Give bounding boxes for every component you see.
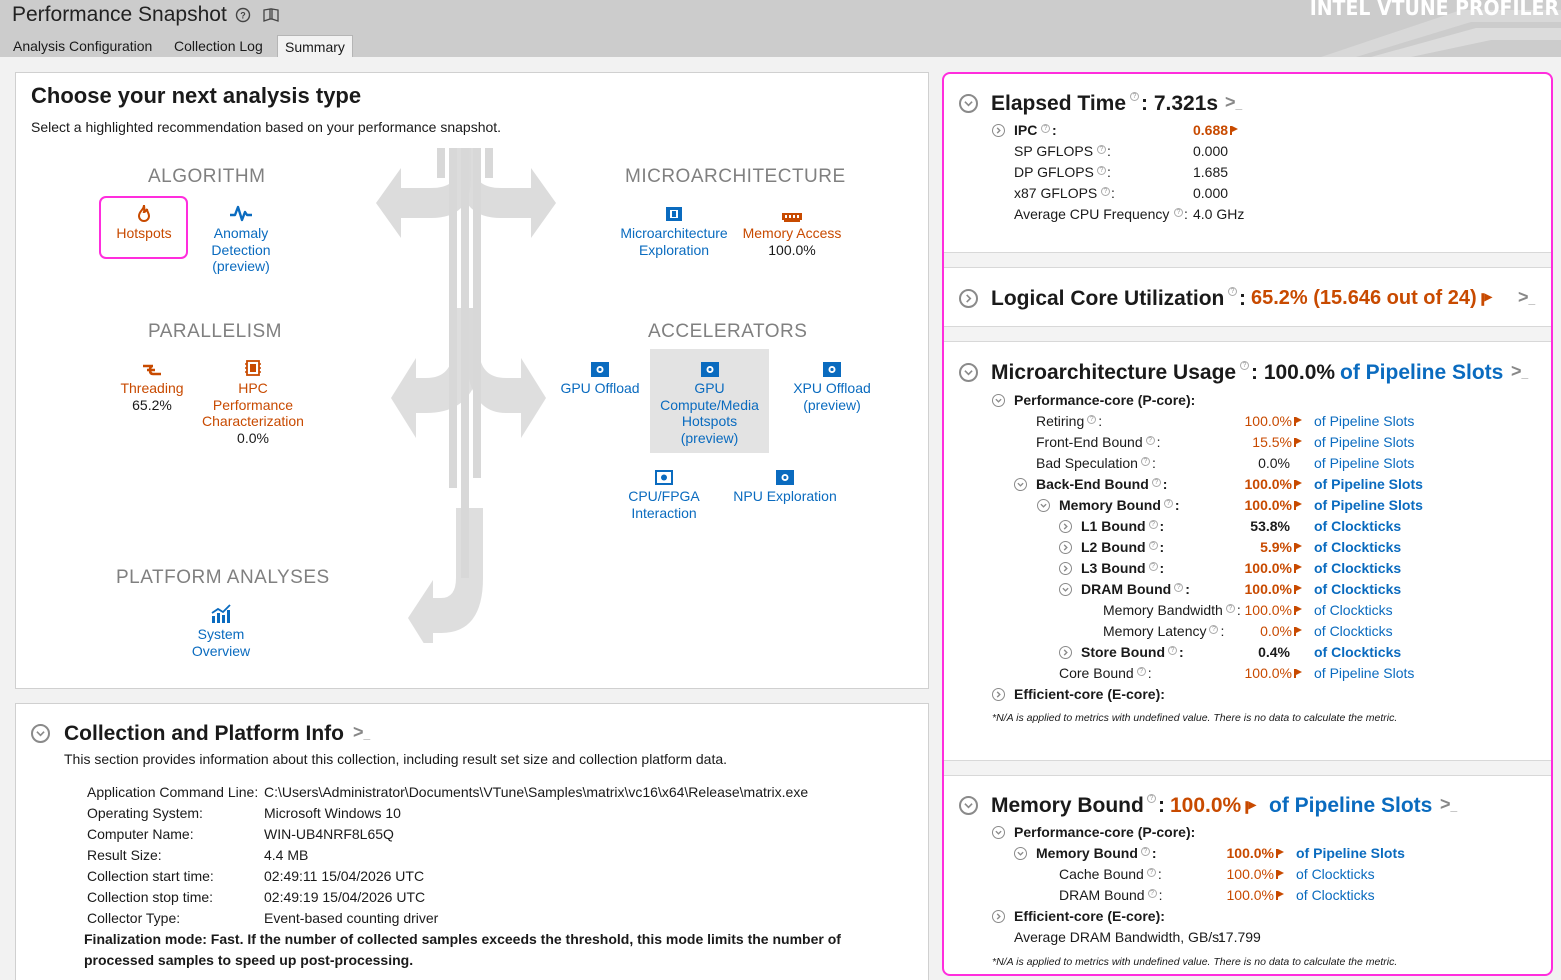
colon-separator: :: [1185, 581, 1190, 597]
finalization-note-line-1: Finalization mode: Fast. If the number of collected samples exceeds the threshold, this mode limits the number of: [84, 931, 841, 947]
gpu-offload-label: GPU Offload: [560, 380, 640, 396]
page-title: Performance Snapshot: [12, 3, 227, 26]
memory-access-label: Memory Access: [742, 225, 842, 241]
colon-separator: :: [1159, 560, 1165, 576]
metric-value: [1260, 539, 1302, 555]
cpu-fpga-label-1: CPU/FPGA: [628, 488, 700, 504]
metric-unit-link[interactable]: of Pipeline Slots: [1296, 845, 1405, 861]
anomaly-detection-card[interactable]: [196, 201, 286, 275]
xpu-offload-label-1: XPU Offload: [793, 380, 871, 396]
gpu-card-icon: [590, 361, 610, 378]
analysis-panel-title: Choose your next analysis type: [31, 83, 362, 108]
help-icon[interactable]: ?: [1226, 604, 1235, 613]
metric-value-text: 100.0%: [1244, 602, 1292, 618]
flag-icon: [1294, 627, 1302, 636]
algorithm-heading: ALGORITHM: [148, 166, 266, 187]
collection-info-value: C:\Users\Administrator\Documents\VTune\Samples\matrix\vc16\x64\Release\matrix.exe: [264, 784, 809, 800]
hpc-label-3: Characterization: [202, 413, 304, 429]
flag-icon: [1481, 293, 1492, 306]
flag-icon: [1276, 891, 1284, 900]
collapse-toggle-icon[interactable]: [992, 826, 1005, 839]
colon-separator: :: [1178, 644, 1184, 660]
metric-value: [1245, 413, 1302, 429]
metric-unit-link[interactable]: of Clockticks: [1314, 644, 1402, 660]
x87-gflops-label: x87 GFLOPS: [1014, 185, 1098, 201]
flag-icon: [1276, 870, 1284, 879]
xpu-offload-card[interactable]: [784, 356, 880, 413]
flag-icon: [1246, 801, 1257, 814]
threading-value: 65.2%: [132, 396, 172, 413]
flag-icon: [1294, 417, 1302, 426]
svg-text:?: ?: [240, 10, 246, 21]
help-icon[interactable]: ?: [1152, 478, 1161, 487]
tab-collection-log[interactable]: Collection Log: [174, 38, 263, 54]
metric-label: DRAM Bound: [1081, 581, 1172, 597]
flag-icon: [1230, 126, 1238, 135]
ipc-label: IPC: [1014, 122, 1038, 138]
gpu-compute-media-card[interactable]: [650, 356, 769, 446]
expand-toggle-icon[interactable]: [992, 124, 1005, 137]
collapse-toggle-icon[interactable]: [1014, 478, 1027, 491]
collection-info-value: 02:49:19 15/04/2026 UTC: [264, 889, 426, 905]
section-gap: [944, 253, 1553, 267]
gpu-compute-label-3: Hotspots: [681, 413, 738, 429]
sp-gflops-value: 0.000: [1193, 143, 1229, 159]
terminal-icon[interactable]: >_: [1518, 287, 1536, 307]
metric-value-text: 0.0%: [1260, 623, 1292, 639]
help-icon[interactable]: ?: [1209, 625, 1218, 634]
chip-icon: [665, 205, 683, 223]
collection-info-label: Collector Type:: [87, 910, 181, 926]
metric-label: L3 Bound: [1081, 560, 1146, 576]
help-icon[interactable]: ?: [1174, 583, 1183, 592]
hpc-label-1: HPC: [238, 380, 268, 396]
metric-unit-link[interactable]: of Pipeline Slots: [1314, 497, 1423, 513]
help-icon[interactable]: ?: [1147, 794, 1156, 803]
memory-access-value: 100.0%: [768, 241, 816, 258]
collection-info-subtitle: This section provides information about this collection, including result set size and collection platform data.: [64, 751, 728, 767]
flow-arrows-graphic: [371, 148, 561, 643]
metric-label: Core Bound: [1059, 665, 1134, 681]
colon-separator: :: [1147, 665, 1152, 681]
metric-label: Back-End Bound: [1036, 476, 1149, 492]
metric-label: DRAM Bound: [1059, 887, 1145, 903]
help-icon[interactable]: ?: [1149, 520, 1158, 529]
flag-icon: [1294, 438, 1302, 447]
metric-label: Memory Latency: [1103, 623, 1207, 639]
threading-label: Threading: [120, 380, 184, 396]
flag-icon: [1294, 564, 1302, 573]
metric-value: [1227, 887, 1284, 903]
terminal-icon[interactable]: >_: [1225, 92, 1243, 112]
hpc-chip-icon: [244, 358, 262, 378]
metric-value: [1227, 866, 1284, 882]
system-overview-card[interactable]: [176, 602, 266, 659]
parallelism-heading: PARALLELISM: [148, 321, 282, 342]
metric-unit-link[interactable]: of Pipeline Slots: [1314, 665, 1415, 681]
dram-bandwidth-label: Average DRAM Bandwidth, GB/s:: [1014, 929, 1224, 945]
expand-toggle-icon[interactable]: [1059, 520, 1072, 533]
metric-value: [1245, 665, 1302, 681]
help-icon[interactable]: ?: [1149, 541, 1158, 550]
system-overview-label-1: System: [197, 626, 245, 642]
memory-bound-unit[interactable]: of Pipeline Slots: [1269, 794, 1433, 817]
collection-info-label: Collection stop time:: [87, 889, 214, 905]
anomaly-label-1: Anomaly: [213, 225, 269, 241]
npu-card-icon: [775, 469, 795, 486]
pulse-icon: [229, 203, 253, 223]
metric-value: [1260, 623, 1302, 639]
colon-separator: :: [1236, 602, 1241, 618]
header-bar: [0, 0, 1561, 57]
metric-value-text: 100.0%: [1226, 887, 1274, 903]
collection-info-panel: [15, 703, 929, 980]
metric-label: Bad Speculation: [1036, 455, 1138, 471]
memory-module-icon: [781, 211, 803, 223]
collection-info-title: Collection and Platform Info: [64, 722, 345, 745]
npu-exploration-card[interactable]: [725, 464, 845, 505]
bar-chart-icon: [210, 604, 232, 624]
xpu-offload-label-2: (preview): [803, 396, 861, 413]
metric-unit-link[interactable]: of Clockticks: [1314, 581, 1402, 597]
metric-value-text: 100.0%: [1244, 665, 1292, 681]
expand-toggle-icon[interactable]: [1059, 562, 1072, 575]
memory-access-card[interactable]: [736, 201, 848, 258]
terminal-icon[interactable]: >_: [353, 722, 371, 742]
metric-unit-link[interactable]: of Pipeline Slots: [1314, 476, 1423, 492]
flag-icon: [1294, 606, 1302, 615]
help-icon[interactable]: ?: [1101, 187, 1110, 196]
collapse-toggle-icon[interactable]: [959, 796, 978, 815]
colon-separator: :: [1159, 518, 1165, 534]
metric-value: [1258, 455, 1290, 471]
flag-icon: [1294, 501, 1302, 510]
flame-icon: [136, 204, 152, 223]
help-icon[interactable]: ?: [1240, 361, 1249, 370]
gpu-offload-card[interactable]: [556, 356, 644, 397]
membound-pcore-label: Performance-core (P-core):: [1014, 824, 1196, 840]
help-icon[interactable]: ?: [1141, 457, 1150, 466]
metric-unit-link[interactable]: of Clockticks: [1314, 539, 1402, 555]
memory-bound-title: Memory Bound: [991, 794, 1144, 817]
colon-separator: :: [1220, 623, 1225, 639]
metric-value-text: 5.9%: [1260, 539, 1292, 555]
analysis-type-panel: [15, 72, 929, 689]
uarch-exploration-label-2: Exploration: [638, 241, 710, 258]
dp-gflops-label: DP GFLOPS: [1014, 164, 1094, 180]
colon-separator: :: [1159, 539, 1165, 555]
colon-separator: :: [1151, 845, 1157, 861]
accelerators-heading: ACCELERATORS: [648, 321, 808, 342]
logical-core-title: Logical Core Utilization: [991, 287, 1225, 310]
book-icon[interactable]: [262, 7, 280, 26]
help-icon[interactable]: ?: [1228, 287, 1237, 296]
cpu-fpga-label-2: Interaction: [631, 504, 697, 521]
gpu-compute-label-4: (preview): [680, 429, 739, 446]
colon-separator: :: [1162, 476, 1168, 492]
expand-toggle-icon[interactable]: [1059, 646, 1072, 659]
section-gap: [944, 327, 1553, 341]
hpc-label-2: Performance: [212, 396, 294, 413]
uarch-na-note: *N/A is applied to metrics with undefined value. There is no data to calculate the metric.: [992, 712, 1398, 724]
flag-icon: [1294, 585, 1302, 594]
ipc-value: 0.688: [1193, 122, 1238, 138]
metric-unit-link[interactable]: of Pipeline Slots: [1314, 413, 1415, 429]
help-icon[interactable]: ?: [1087, 415, 1096, 424]
help-icon[interactable]: ?: [1168, 646, 1177, 655]
finalization-note-line-2: processed samples to speed up post-processing.: [84, 952, 414, 968]
membound-ecore-label: Efficient-core (E-core):: [1014, 908, 1165, 924]
avg-cpu-frequency-value: 4.0 GHz: [1193, 206, 1245, 222]
metric-value: [1250, 518, 1290, 534]
metric-label: Retiring: [1036, 413, 1085, 429]
metric-unit-link[interactable]: of Clockticks: [1314, 602, 1393, 618]
collapse-toggle-icon[interactable]: [1037, 499, 1050, 512]
flag-icon: [1294, 543, 1302, 552]
tab-summary[interactable]: Summary: [277, 35, 353, 57]
metric-value-text: 100.0%: [1244, 476, 1292, 492]
collection-info-value: 02:49:11 15/04/2026 UTC: [264, 868, 425, 884]
colon-separator: :: [1151, 455, 1156, 471]
metric-value-text: 100.0%: [1244, 560, 1292, 576]
help-icon[interactable]: ?: [1149, 562, 1158, 571]
help-icon[interactable]: ?: [1164, 499, 1173, 508]
metric-unit-link[interactable]: of Pipeline Slots: [1314, 434, 1415, 450]
memory-bound-value: 100.0%: [1170, 794, 1255, 818]
collection-info-label: Application Command Line:: [87, 784, 259, 800]
uarch-ecore-label: Efficient-core (E-core):: [1014, 686, 1165, 702]
terminal-icon[interactable]: >_: [1440, 794, 1458, 814]
collapse-toggle-icon[interactable]: [959, 94, 978, 113]
metric-value-text: 100.0%: [1244, 581, 1292, 597]
metric-value: [1227, 845, 1284, 861]
uarch-usage-title: Microarchitecture Usage: [991, 361, 1237, 384]
metric-label: Store Bound: [1081, 644, 1165, 660]
collection-info-label: Collection start time:: [87, 868, 214, 884]
metric-value-text: 53.8%: [1250, 518, 1290, 534]
help-icon[interactable]: ?: [1174, 208, 1183, 217]
help-icon[interactable]: ?: [1147, 868, 1156, 877]
metric-unit-link[interactable]: of Clockticks: [1296, 866, 1375, 882]
summary-metrics-panel: Elapsed Time ? : 7.321s >_ IPC ? : 0.688 SP GFLOPS ? : 0.000 DP GFLOPS ? : 1.685 x87 GFLOPS ? : 0.000 Average CPU Frequency ? : 4.0 GHz Logical Core Utilization ? : 65.2% (15.646 out of 24) >_ Microarchitecture Usage ? : 100.0% of Pipeline Slots >_ Performance-core (P-core): Retiring ? : 100.0% of Pipeline Slots Front-End Bound ? : 15.5% of Pipeline Slots Bad Speculation ? : 0.0% of Pipeline Slots Back-End Bound ? : 100.0% of Pipeline Slots Memory Bound ? : 100.0% of Pipeline Slots L1 Bound ? : 53.8% of Clockticks L2 Bound ? : 5.9% of Clockticks L3 Bound ? : 100.0% of Clockticks DRAM Bound ? : 100.0% of Clockticks Memory Bandwidth ? : 100.0% of Clockticks Memory Latency ? : 0.0% of Clockticks Store Bound ? : 0.4% of Clockticks Core Bound ? : 100.0% of Pipeline Slots Efficient-core (E-core): *N/A is applied to metrics with undefined value. There is no data to calculate the metric. Memory Bound ? : 100.0% of Pipeline Slots >_ Performance-core (P-core): Memory Bound ? : 100.0% of Pipeline Slots Cache Bound ? : 100.0% of Clockticks DRAM Bound ? : 100.0% of Clockticks Efficient-core (E-core): Average DRAM Bandwidth, GB/s: 17.799 *N/A is applied to metrics with undefined value. There is no data to calculate the metric.: [942, 72, 1553, 976]
cpu-fpga-interaction-card[interactable]: [616, 464, 712, 521]
divider: [944, 341, 1553, 342]
avg-cpu-frequency-label: Average CPU Frequency: [1014, 206, 1170, 222]
divider: [944, 267, 1553, 268]
metric-value: [1245, 560, 1302, 576]
colon-separator: :: [1156, 434, 1161, 450]
metric-value: [1245, 497, 1302, 513]
flag-icon: [1294, 480, 1302, 489]
threads-icon: [141, 362, 163, 378]
collection-info-value: Microsoft Windows 10: [264, 805, 401, 821]
metric-value: [1258, 644, 1290, 660]
collapse-toggle-icon[interactable]: [992, 394, 1005, 407]
metric-unit-link[interactable]: of Clockticks: [1296, 887, 1375, 903]
metric-label: Cache Bound: [1059, 866, 1144, 882]
gpu-card-icon: [822, 361, 842, 378]
sp-gflops-label: SP GFLOPS: [1014, 143, 1094, 159]
npu-exploration-label: NPU Exploration: [733, 488, 837, 504]
metric-unit-link[interactable]: of Clockticks: [1314, 560, 1402, 576]
metric-label: Memory Bandwidth: [1103, 602, 1223, 618]
logical-core-value: 65.2% (15.646 out of 24): [1251, 287, 1491, 310]
anomaly-label-3: (preview): [212, 258, 270, 274]
microarchitecture-heading: MICROARCHITECTURE: [625, 166, 846, 187]
analysis-panel-subtitle: Select a highlighted recommendation based on your performance snapshot.: [31, 119, 502, 135]
hpc-value: 0.0%: [237, 429, 269, 446]
dp-gflops-value: 1.685: [1193, 164, 1229, 180]
metric-value-text: 100.0%: [1226, 866, 1274, 882]
metric-value-text: 0.4%: [1258, 644, 1290, 660]
metric-label: Front-End Bound: [1036, 434, 1143, 450]
metric-value-text: 100.0%: [1244, 413, 1292, 429]
collapse-toggle-icon[interactable]: [1059, 583, 1072, 596]
expand-toggle-icon[interactable]: [1059, 541, 1072, 554]
elapsed-time-title: Elapsed Time: [991, 92, 1127, 115]
divider: [944, 775, 1553, 776]
x87-gflops-value: 0.000: [1193, 185, 1229, 201]
uarch-exploration-label-1: Microarchitecture: [620, 225, 728, 241]
metric-label: L2 Bound: [1081, 539, 1146, 555]
metric-unit-link[interactable]: of Pipeline Slots: [1314, 455, 1415, 471]
brand-logo-text: INTEL VTUNE PROFILER: [1309, 0, 1559, 20]
expand-toggle-icon[interactable]: [992, 688, 1005, 701]
membound-na-note: *N/A is applied to metrics with undefined value. There is no data to calculate the metric.: [992, 956, 1398, 968]
uarch-usage-unit[interactable]: of Pipeline Slots: [1340, 361, 1504, 384]
fpga-card-icon: [654, 469, 674, 486]
dram-bandwidth-value: 17.799: [1218, 929, 1261, 945]
collection-info-label: Result Size:: [87, 847, 162, 863]
uarch-pcore-label: Performance-core (P-core):: [1014, 392, 1196, 408]
help-icon[interactable]: ?: [1097, 145, 1106, 154]
help-icon[interactable]: ?: [1146, 436, 1155, 445]
platform-analyses-heading: PLATFORM ANALYSES: [116, 567, 330, 588]
threading-card[interactable]: [112, 356, 192, 413]
flag-icon: [1294, 669, 1302, 678]
gpu-compute-label-1: GPU: [694, 380, 725, 396]
collapse-toggle-icon[interactable]: [1014, 847, 1027, 860]
help-icon[interactable]: ?: [1148, 889, 1157, 898]
elapsed-time-value: : 7.321s: [1141, 92, 1219, 115]
metric-unit-link[interactable]: of Clockticks: [1314, 518, 1402, 534]
collection-info-value: 4.4 MB: [264, 847, 309, 863]
tab-analysis-configuration[interactable]: Analysis Configuration: [13, 38, 153, 54]
metric-value: [1245, 602, 1302, 618]
terminal-icon[interactable]: >_: [1511, 361, 1529, 381]
colon-separator: :: [1174, 497, 1180, 513]
collection-info-value: WIN-UB4NRF8L65Q: [264, 826, 394, 842]
metric-value: [1252, 434, 1302, 450]
system-overview-label-2: Overview: [191, 642, 251, 659]
metric-value-text: 15.5%: [1252, 434, 1292, 450]
gpu-compute-label-2: Compute/Media: [660, 396, 759, 413]
collapse-toggle-icon[interactable]: [959, 363, 978, 382]
metric-value: [1245, 581, 1302, 597]
metric-value-text: 100.0%: [1226, 845, 1274, 861]
help-icon[interactable]: ?: [1041, 124, 1050, 133]
uarch-usage-value: : 100.0%: [1251, 361, 1336, 384]
metric-label: L1 Bound: [1081, 518, 1146, 534]
help-icon[interactable]: ?: [1137, 667, 1146, 676]
collection-info-label: Operating System:: [87, 805, 203, 821]
gpu-card-icon: [700, 361, 720, 378]
metric-label: Memory Bound: [1059, 497, 1161, 513]
metric-value-text: 100.0%: [1244, 497, 1292, 513]
metric-value-text: 0.0%: [1258, 455, 1290, 471]
metric-label: Memory Bound: [1036, 845, 1138, 861]
hotspots-card[interactable]: [104, 201, 184, 242]
microarchitecture-exploration-card[interactable]: [614, 201, 734, 258]
collection-info-value: Event-based counting driver: [264, 910, 439, 926]
colon-separator: :: [1158, 887, 1163, 903]
help-icon[interactable]: ?: [1130, 92, 1139, 101]
help-icon[interactable]: ?: [1097, 166, 1106, 175]
metric-unit-link[interactable]: of Clockticks: [1314, 623, 1393, 639]
flag-icon: [1276, 849, 1284, 858]
colon-separator: :: [1098, 413, 1103, 429]
expand-toggle-icon[interactable]: [959, 289, 978, 308]
collection-info-label: Computer Name:: [87, 826, 194, 842]
help-icon[interactable]: ?: [1141, 847, 1150, 856]
metric-value: [1245, 476, 1302, 492]
collapse-toggle-icon[interactable]: [31, 724, 50, 743]
hotspots-label: Hotspots: [116, 225, 172, 241]
anomaly-label-2: Detection: [211, 241, 271, 258]
hpc-characterization-card[interactable]: [194, 356, 312, 446]
section-gap: [944, 761, 1553, 775]
help-icon[interactable]: [235, 7, 251, 26]
expand-toggle-icon[interactable]: [992, 910, 1005, 923]
colon-separator: :: [1157, 866, 1162, 882]
